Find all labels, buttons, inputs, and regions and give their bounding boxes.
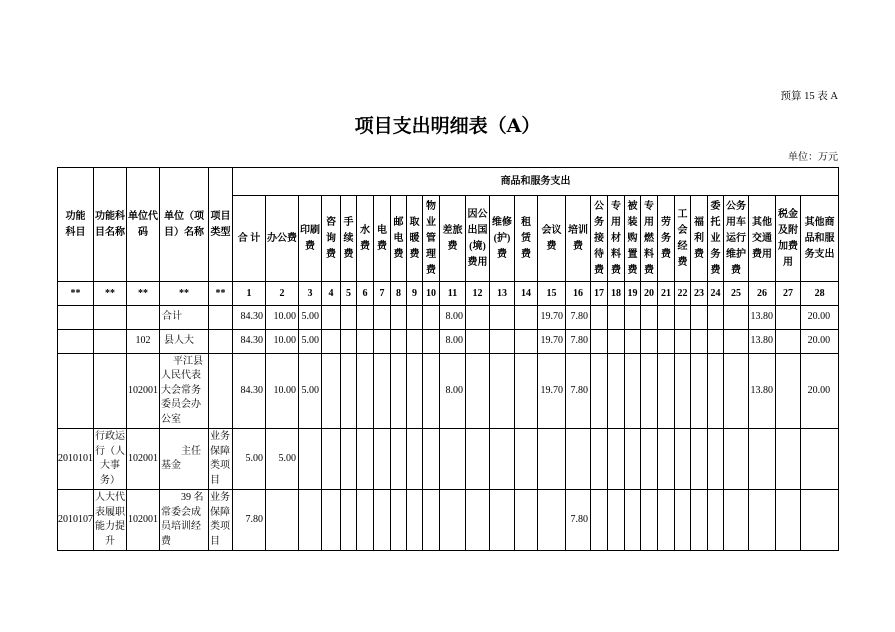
column-header: 税金及附加费用 — [776, 196, 801, 282]
group-header: 商品和服务支出 — [233, 168, 839, 196]
amount-cell — [776, 429, 801, 490]
amount-cell: 7.80 — [566, 354, 591, 429]
amount-cell — [490, 429, 515, 490]
amount-cell: 5.00 — [266, 429, 299, 490]
table-row — [58, 354, 839, 429]
column-code: 17 — [591, 282, 608, 306]
amount-cell: 10.00 — [266, 306, 299, 330]
amount-cell: 13.80 — [749, 306, 776, 330]
amount-cell — [266, 490, 299, 551]
column-code: 18 — [608, 282, 625, 306]
amount-cell — [641, 429, 658, 490]
column-code: 22 — [675, 282, 691, 306]
amount-cell — [675, 330, 691, 354]
column-code: 15 — [538, 282, 566, 306]
function-code-cell — [58, 354, 94, 429]
function-name-cell: 行政运行（人大事务） — [94, 429, 127, 490]
amount-cell: 7.80 — [233, 490, 266, 551]
amount-cell — [675, 306, 691, 330]
amount-cell: 13.80 — [749, 330, 776, 354]
column-header: 培训费 — [566, 196, 591, 282]
column-header: 手续费 — [341, 196, 357, 282]
amount-cell — [591, 330, 608, 354]
column-header: 其他交通费用 — [749, 196, 776, 282]
amount-cell — [391, 330, 407, 354]
amount-cell — [322, 354, 341, 429]
column-header: 会议费 — [538, 196, 566, 282]
function-name-cell: 人大代表履职能力提升 — [94, 490, 127, 551]
amount-cell — [658, 330, 675, 354]
amount-cell — [675, 429, 691, 490]
amount-cell — [357, 429, 374, 490]
unit-code-cell: 102001 — [127, 490, 160, 551]
column-header: 单位（项目）名称 — [160, 168, 209, 282]
amount-cell — [391, 490, 407, 551]
amount-cell — [591, 306, 608, 330]
amount-cell: 84.30 — [233, 330, 266, 354]
amount-cell — [801, 429, 839, 490]
amount-cell: 7.80 — [566, 330, 591, 354]
amount-cell: 5.00 — [299, 354, 322, 429]
amount-cell — [724, 429, 749, 490]
amount-cell — [322, 306, 341, 330]
amount-cell: 5.00 — [299, 330, 322, 354]
unit-name-cell: 39 名常委会成员培训经费 — [160, 490, 209, 551]
column-code: 10 — [423, 282, 440, 306]
amount-cell — [658, 490, 675, 551]
column-header: 功能科目 — [58, 168, 94, 282]
table-header — [58, 168, 839, 306]
amount-cell — [641, 330, 658, 354]
column-header: 专用燃料费 — [641, 196, 658, 282]
amount-cell — [724, 490, 749, 551]
amount-cell — [691, 354, 708, 429]
column-code: 9 — [407, 282, 423, 306]
amount-cell — [776, 306, 801, 330]
table-row — [58, 490, 839, 551]
amount-cell — [538, 490, 566, 551]
amount-cell: 7.80 — [566, 490, 591, 551]
amount-cell — [708, 490, 724, 551]
amount-cell: 8.00 — [440, 306, 466, 330]
column-code: 2 — [266, 282, 299, 306]
amount-cell — [391, 306, 407, 330]
amount-cell — [407, 354, 423, 429]
amount-cell — [341, 330, 357, 354]
amount-cell: 5.00 — [233, 429, 266, 490]
amount-cell — [591, 354, 608, 429]
column-header: 项目类型 — [209, 168, 233, 282]
amount-cell — [357, 330, 374, 354]
amount-cell — [658, 354, 675, 429]
amount-cell — [407, 429, 423, 490]
amount-cell — [374, 306, 391, 330]
amount-cell: 20.00 — [801, 306, 839, 330]
column-code: ** — [94, 282, 127, 306]
column-code: 14 — [515, 282, 538, 306]
amount-cell — [490, 330, 515, 354]
column-code: 21 — [658, 282, 675, 306]
amount-cell — [322, 330, 341, 354]
column-code: 5 — [341, 282, 357, 306]
column-code: 11 — [440, 282, 466, 306]
amount-cell — [322, 490, 341, 551]
amount-cell — [724, 354, 749, 429]
table-row — [58, 330, 839, 354]
amount-cell: 84.30 — [233, 306, 266, 330]
form-number: 预算 15 表 A — [780, 91, 838, 102]
column-code: 12 — [466, 282, 490, 306]
column-header: 被装购置费 — [625, 196, 641, 282]
column-code: ** — [127, 282, 160, 306]
amount-cell — [641, 354, 658, 429]
amount-cell: 7.80 — [566, 306, 591, 330]
amount-cell — [641, 306, 658, 330]
amount-cell — [299, 429, 322, 490]
amount-cell: 8.00 — [440, 330, 466, 354]
amount-cell — [675, 490, 691, 551]
amount-cell — [625, 354, 641, 429]
amount-cell — [466, 429, 490, 490]
amount-cell — [391, 429, 407, 490]
amount-cell — [515, 429, 538, 490]
column-header: 专用材料费 — [608, 196, 625, 282]
column-header: 合 计 — [233, 196, 266, 282]
amount-cell — [515, 490, 538, 551]
table-body — [58, 306, 839, 551]
amount-cell — [515, 330, 538, 354]
amount-cell — [466, 306, 490, 330]
amount-cell — [423, 330, 440, 354]
amount-cell — [299, 490, 322, 551]
table-row — [58, 306, 839, 330]
column-header: 维修(护)费 — [490, 196, 515, 282]
amount-cell — [658, 429, 675, 490]
column-code: 25 — [724, 282, 749, 306]
amount-cell — [407, 490, 423, 551]
column-header: 电费 — [374, 196, 391, 282]
amount-cell — [407, 330, 423, 354]
project-type-cell — [209, 306, 233, 330]
column-header: 邮电费 — [391, 196, 407, 282]
amount-cell — [423, 354, 440, 429]
column-header: 单位代码 — [127, 168, 160, 282]
amount-cell — [591, 490, 608, 551]
amount-cell — [608, 306, 625, 330]
amount-cell — [407, 306, 423, 330]
amount-cell — [466, 330, 490, 354]
unit-code-cell: 102001 — [127, 354, 160, 429]
column-header: 劳务费 — [658, 196, 675, 282]
amount-cell — [625, 429, 641, 490]
column-header: 办公费 — [266, 196, 299, 282]
amount-cell — [466, 354, 490, 429]
column-code: 20 — [641, 282, 658, 306]
amount-cell — [641, 490, 658, 551]
amount-cell — [391, 354, 407, 429]
amount-cell — [341, 429, 357, 490]
amount-cell — [801, 490, 839, 551]
column-code: 23 — [691, 282, 708, 306]
amount-cell — [341, 306, 357, 330]
amount-cell — [658, 306, 675, 330]
project-type-cell: 业务保障类项目 — [209, 429, 233, 490]
amount-cell — [357, 490, 374, 551]
amount-cell — [341, 490, 357, 551]
amount-cell — [374, 354, 391, 429]
amount-cell — [608, 330, 625, 354]
header-row — [58, 168, 839, 196]
function-code-cell — [58, 330, 94, 354]
amount-cell: 8.00 — [440, 354, 466, 429]
amount-cell — [322, 429, 341, 490]
amount-cell: 10.00 — [266, 354, 299, 429]
function-name-cell — [94, 354, 127, 429]
amount-cell — [374, 429, 391, 490]
amount-cell — [423, 429, 440, 490]
amount-cell — [625, 306, 641, 330]
column-code: 4 — [322, 282, 341, 306]
amount-cell: 84.30 — [233, 354, 266, 429]
column-code: 16 — [566, 282, 591, 306]
amount-cell — [440, 429, 466, 490]
column-header: 其他商品和服务支出 — [801, 196, 839, 282]
amount-cell — [341, 354, 357, 429]
unit-name-cell: 县人大 — [160, 330, 209, 354]
amount-cell — [708, 429, 724, 490]
amount-cell — [724, 330, 749, 354]
amount-cell — [625, 330, 641, 354]
function-name-cell — [94, 330, 127, 354]
unit-code-cell — [127, 306, 160, 330]
amount-cell — [515, 306, 538, 330]
amount-cell — [515, 354, 538, 429]
column-code: 13 — [490, 282, 515, 306]
amount-cell — [675, 354, 691, 429]
amount-cell: 20.00 — [801, 330, 839, 354]
project-type-cell — [209, 354, 233, 429]
amount-cell — [490, 306, 515, 330]
unit-name-cell: 主任基金 — [160, 429, 209, 490]
amount-cell — [374, 330, 391, 354]
column-header: 差旅费 — [440, 196, 466, 282]
amount-cell — [440, 490, 466, 551]
unit-code-cell: 102 — [127, 330, 160, 354]
amount-cell — [357, 306, 374, 330]
column-code: 8 — [391, 282, 407, 306]
column-code: ** — [209, 282, 233, 306]
column-code: 7 — [374, 282, 391, 306]
amount-cell — [608, 429, 625, 490]
amount-cell — [691, 490, 708, 551]
amount-cell — [776, 490, 801, 551]
column-number-row — [58, 282, 839, 306]
column-header: 委托业务费 — [708, 196, 724, 282]
amount-cell — [708, 306, 724, 330]
column-header: 咨询费 — [322, 196, 341, 282]
column-header: 功能科目名称 — [94, 168, 127, 282]
amount-cell — [708, 330, 724, 354]
amount-cell — [749, 490, 776, 551]
unit-name-cell: 合计 — [160, 306, 209, 330]
amount-cell: 19.70 — [538, 306, 566, 330]
amount-cell — [625, 490, 641, 551]
column-code: 24 — [708, 282, 724, 306]
column-code: 1 — [233, 282, 266, 306]
unit-code-cell: 102001 — [127, 429, 160, 490]
table-row — [58, 429, 839, 490]
amount-cell — [691, 330, 708, 354]
amount-cell — [776, 330, 801, 354]
unit-name-cell: 平江县人民代表大会常务委员会办公室 — [160, 354, 209, 429]
project-type-cell — [209, 330, 233, 354]
column-header: 租赁费 — [515, 196, 538, 282]
function-name-cell — [94, 306, 127, 330]
amount-cell — [591, 429, 608, 490]
column-code: 19 — [625, 282, 641, 306]
amount-cell — [566, 429, 591, 490]
amount-cell: 19.70 — [538, 354, 566, 429]
column-header: 工会经费 — [675, 196, 691, 282]
amount-cell: 13.80 — [749, 354, 776, 429]
column-code: ** — [160, 282, 209, 306]
amount-cell: 20.00 — [801, 354, 839, 429]
amount-cell: 10.00 — [266, 330, 299, 354]
amount-cell — [708, 354, 724, 429]
amount-cell — [490, 354, 515, 429]
column-header: 公务用车运行维护费 — [724, 196, 749, 282]
amount-cell — [490, 490, 515, 551]
amount-cell — [423, 306, 440, 330]
amount-cell: 5.00 — [299, 306, 322, 330]
column-code: 6 — [357, 282, 374, 306]
function-code-cell — [58, 306, 94, 330]
amount-cell — [691, 429, 708, 490]
column-code: 28 — [801, 282, 839, 306]
amount-cell — [538, 429, 566, 490]
column-header: 公务接待费 — [591, 196, 608, 282]
amount-cell — [776, 354, 801, 429]
amount-cell — [423, 490, 440, 551]
amount-cell — [466, 490, 490, 551]
column-code: 26 — [749, 282, 776, 306]
amount-cell: 19.70 — [538, 330, 566, 354]
column-header: 因公出国(境)费用 — [466, 196, 490, 282]
function-code-cell: 2010101 — [58, 429, 94, 490]
project-expenditure-table — [57, 167, 839, 551]
column-header: 水费 — [357, 196, 374, 282]
amount-cell — [724, 306, 749, 330]
project-type-cell: 业务保障类项目 — [209, 490, 233, 551]
column-header: 取暖费 — [407, 196, 423, 282]
column-header: 物业管理费 — [423, 196, 440, 282]
column-header: 福利费 — [691, 196, 708, 282]
amount-cell — [608, 354, 625, 429]
column-header: 印刷费 — [299, 196, 322, 282]
column-code: 3 — [299, 282, 322, 306]
amount-cell — [691, 306, 708, 330]
page-title: 项目支出明细表（A） — [354, 115, 541, 137]
unit-label: 单位：万元 — [788, 152, 838, 163]
column-code: 27 — [776, 282, 801, 306]
amount-cell — [357, 354, 374, 429]
amount-cell — [749, 429, 776, 490]
column-code: ** — [58, 282, 94, 306]
amount-cell — [608, 490, 625, 551]
amount-cell — [374, 490, 391, 551]
function-code-cell: 2010107 — [58, 490, 94, 551]
